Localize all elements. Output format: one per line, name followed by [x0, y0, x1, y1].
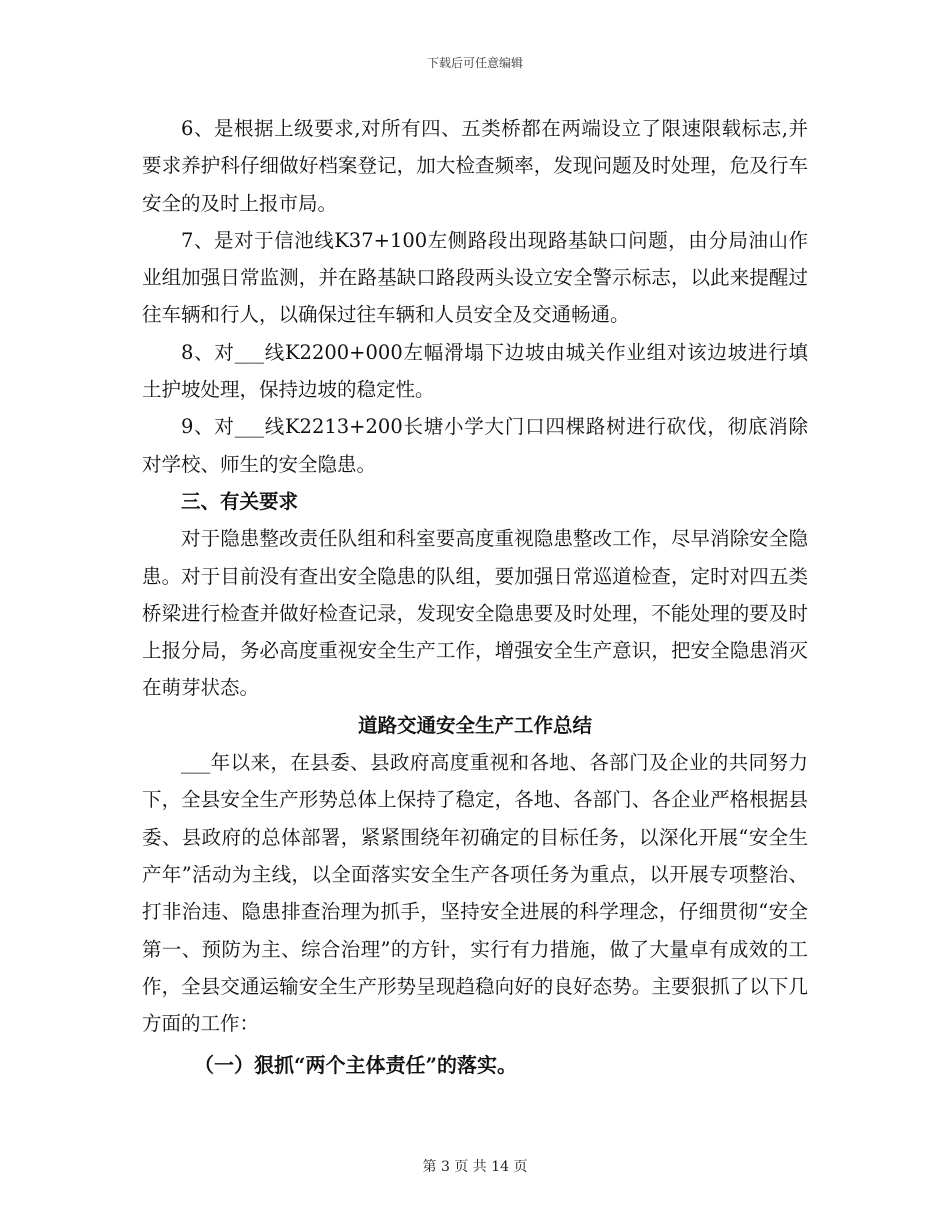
- paragraph-item-9: 9、对___线K2213+200长塘小学大门口四棵路树进行砍伐，彻底消除对学校、师生的安全隐患。: [142, 415, 808, 476]
- page-number: 第 3 页 共 14 页: [422, 1159, 528, 1175]
- paragraph-item-8: 8、对___线K2200+000左幅滑塌下边坡由城关作业组对该边坡进行填土护坡处理，保持边坡的稳定性。: [142, 340, 808, 402]
- paragraph-item-7: 7、是对于信池线K37+100左侧路段出现路基缺口问题，由分局油山作业组加强日常监测，并在路基缺口路段两头设立安全警示标志，以此来提醒过往车辆和行人，以确保过往车辆和人员安全及交通畅通。: [142, 228, 808, 327]
- document-body: [142, 110, 808, 1085]
- paragraph-item-6: 6、是根据上级要求,对所有四、五类桥都在两端设立了限速限载标志,并要求养护科仔细做好档案登记，加大检查频率，发现问题及时处理，危及行车安全的及时上报市局。: [142, 117, 808, 215]
- section-heading-requirements: 三、有关要求: [181, 489, 299, 513]
- subheading-main-responsibility: （一）狠抓“两个主体责任”的落实。: [194, 1053, 518, 1078]
- document-title-summary: 道路交通安全生产工作总结: [357, 713, 592, 737]
- paragraph-requirements: 对于隐患整改责任队组和科室要高度重视隐患整改工作，尽早消除安全隐患。对于目前没有查出安全隐患的队组，要加强日常巡道检查，定时对四五类桥梁进行检查并做好检查记录，发现安全隐患要及时处理，不能处理的要及时上报分局，务必高度重视安全生产工作，增强安全生产意识，把安全隐患消灭在萌芽状态。: [142, 527, 808, 700]
- paragraph-summary: ___年以来，在县委、县政府高度重视和各地、各部门及企业的共同努力下，全县安全生产形势总体上保持了稳定，各地、各部门、各企业严格根据县委、县政府的总体部署，紧紧围绕年初确定的目标任务，以深化开展“安全生产年”活动为主线，以全面落实安全生产各项任务为重点，以开展专项整治、打非治违、隐患排查治理为抓手，坚持安全进展的科学理念，仔细贯彻“安全第一、预防为主、综合治理”的方针，实行有力措施，做了大量卓有成效的工作，全县交通运输安全生产形势呈现趋稳向好的良好态势。主要狠抓了以下几方面的工作：: [142, 751, 808, 1036]
- page-header-note: 下载后可任意编辑: [426, 56, 523, 70]
